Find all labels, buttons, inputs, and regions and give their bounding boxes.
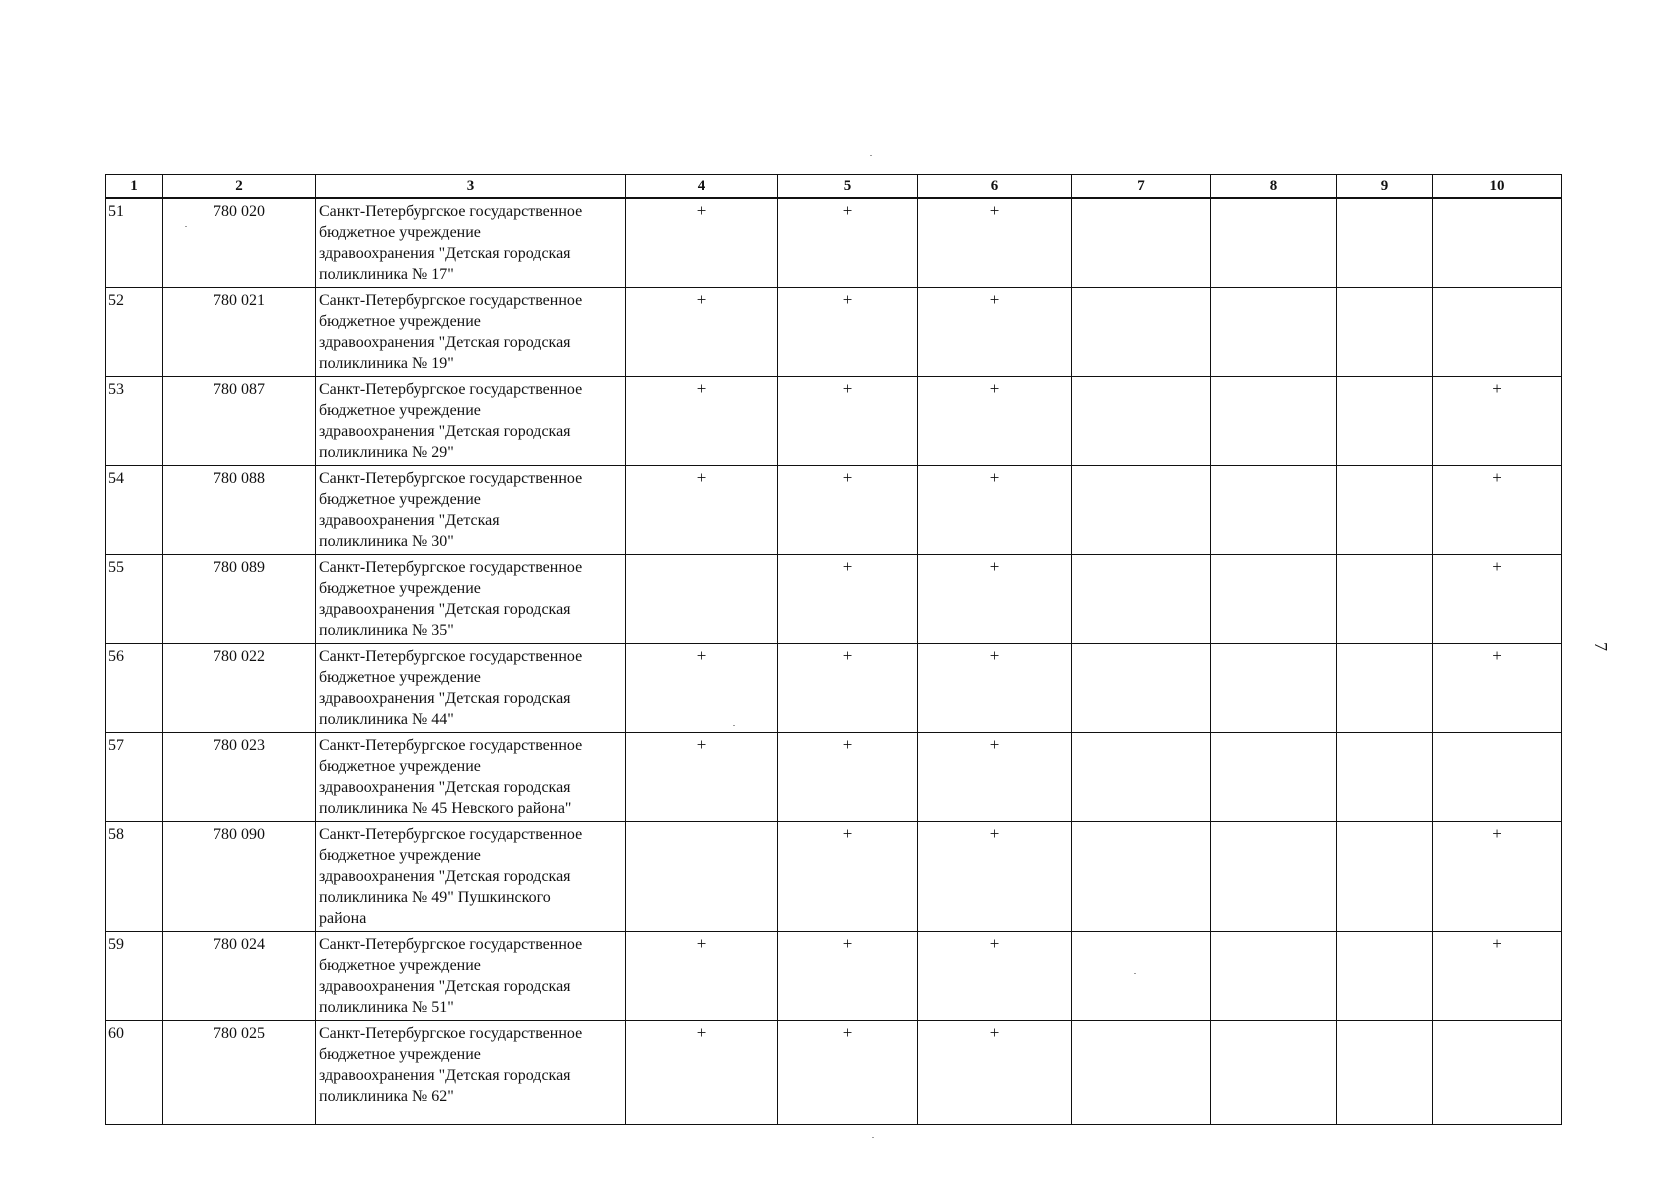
row-number: 60: [106, 1021, 163, 1125]
table-row: [106, 822, 1562, 932]
mark-col-10: +: [1433, 555, 1562, 644]
column-header: 5: [778, 175, 918, 199]
mark-col-4: +: [626, 288, 778, 377]
registry-table: [105, 174, 1562, 1125]
institution-name: Санкт-Петербургское государственное бюджетное учреждение здравоохранения "Детская городская поликлиника № 35": [316, 555, 626, 644]
institution-code: 780 021: [163, 288, 316, 377]
mark-col-5: +: [778, 1021, 918, 1125]
scan-speck: [1134, 973, 1136, 974]
mark-col-4: +: [626, 932, 778, 1021]
mark-col-9: [1337, 932, 1433, 1021]
mark-col-10: [1433, 288, 1562, 377]
institution-name: Санкт-Петербургское государственное бюджетное учреждение здравоохранения "Детская городская поликлиника № 45 Невского района": [316, 733, 626, 822]
scan-speck: [185, 226, 187, 227]
mark-col-6: +: [918, 822, 1072, 932]
mark-col-4: +: [626, 644, 778, 733]
institution-name: Санкт-Петербургское государственное бюджетное учреждение здравоохранения "Детская городская поликлиника № 19": [316, 288, 626, 377]
row-number: 58: [106, 822, 163, 932]
institution-code: 780 024: [163, 932, 316, 1021]
mark-col-4: [626, 555, 778, 644]
mark-col-7: [1072, 822, 1211, 932]
mark-col-6: +: [918, 733, 1072, 822]
mark-col-5: +: [778, 733, 918, 822]
mark-col-8: [1211, 932, 1337, 1021]
mark-col-9: [1337, 555, 1433, 644]
mark-col-6: +: [918, 1021, 1072, 1125]
page-number: 7: [1591, 642, 1611, 651]
mark-col-4: +: [626, 377, 778, 466]
institution-code: 780 089: [163, 555, 316, 644]
row-number: 52: [106, 288, 163, 377]
mark-col-9: [1337, 198, 1433, 288]
column-header: 8: [1211, 175, 1337, 199]
mark-col-7: [1072, 644, 1211, 733]
table-row: [106, 377, 1562, 466]
mark-col-6: +: [918, 932, 1072, 1021]
mark-col-4: +: [626, 1021, 778, 1125]
mark-col-5: +: [778, 466, 918, 555]
mark-col-5: +: [778, 932, 918, 1021]
mark-col-8: [1211, 288, 1337, 377]
mark-col-5: +: [778, 288, 918, 377]
mark-col-4: +: [626, 733, 778, 822]
mark-col-6: +: [918, 644, 1072, 733]
row-number: 53: [106, 377, 163, 466]
institution-code: 780 087: [163, 377, 316, 466]
institution-name: Санкт-Петербургское государственное бюджетное учреждение здравоохранения "Детская городская поликлиника № 62": [316, 1021, 626, 1125]
mark-col-6: +: [918, 377, 1072, 466]
mark-col-4: [626, 822, 778, 932]
mark-col-6: +: [918, 555, 1072, 644]
mark-col-6: +: [918, 198, 1072, 288]
mark-col-9: [1337, 377, 1433, 466]
mark-col-8: [1211, 644, 1337, 733]
mark-col-9: [1337, 733, 1433, 822]
mark-col-4: +: [626, 466, 778, 555]
row-number: 55: [106, 555, 163, 644]
row-number: 56: [106, 644, 163, 733]
institution-name: Санкт-Петербургское государственное бюджетное учреждение здравоохранения "Детская городская поликлиника № 51": [316, 932, 626, 1021]
institution-name: Санкт-Петербургское государственное бюджетное учреждение здравоохранения "Детская городская поликлиника № 17": [316, 198, 626, 288]
mark-col-10: [1433, 1021, 1562, 1125]
scan-speck: [872, 1137, 874, 1138]
mark-col-9: [1337, 822, 1433, 932]
header-row: [106, 175, 1562, 199]
mark-col-10: +: [1433, 377, 1562, 466]
institution-code: 780 020: [163, 198, 316, 288]
mark-col-7: [1072, 932, 1211, 1021]
mark-col-8: [1211, 733, 1337, 822]
institution-code: 780 025: [163, 1021, 316, 1125]
mark-col-7: [1072, 466, 1211, 555]
column-header: 6: [918, 175, 1072, 199]
mark-col-5: +: [778, 198, 918, 288]
table-row: [106, 288, 1562, 377]
mark-col-5: +: [778, 644, 918, 733]
mark-col-5: +: [778, 555, 918, 644]
row-number: 59: [106, 932, 163, 1021]
mark-col-10: +: [1433, 644, 1562, 733]
institution-name: Санкт-Петербургское государственное бюджетное учреждение здравоохранения "Детская городская поликлиника № 29": [316, 377, 626, 466]
mark-col-9: [1337, 1021, 1433, 1125]
mark-col-10: [1433, 733, 1562, 822]
mark-col-6: +: [918, 466, 1072, 555]
institution-code: 780 090: [163, 822, 316, 932]
mark-col-10: +: [1433, 466, 1562, 555]
mark-col-9: [1337, 288, 1433, 377]
mark-col-7: [1072, 377, 1211, 466]
table-row: [106, 466, 1562, 555]
institution-name: Санкт-Петербургское государственное бюджетное учреждение здравоохранения "Детская поликлиника № 30": [316, 466, 626, 555]
table-row: [106, 555, 1562, 644]
mark-col-7: [1072, 733, 1211, 822]
mark-col-8: [1211, 377, 1337, 466]
row-number: 57: [106, 733, 163, 822]
mark-col-8: [1211, 1021, 1337, 1125]
column-header: 7: [1072, 175, 1211, 199]
mark-col-8: [1211, 822, 1337, 932]
mark-col-9: [1337, 466, 1433, 555]
row-number: 54: [106, 466, 163, 555]
row-number: 51: [106, 198, 163, 288]
mark-col-7: [1072, 198, 1211, 288]
mark-col-5: +: [778, 822, 918, 932]
column-header: 3: [316, 175, 626, 199]
scan-speck: [870, 155, 872, 156]
mark-col-6: +: [918, 288, 1072, 377]
table-row: [106, 1021, 1562, 1125]
mark-col-10: [1433, 198, 1562, 288]
column-header: 9: [1337, 175, 1433, 199]
institution-code: 780 022: [163, 644, 316, 733]
mark-col-9: [1337, 644, 1433, 733]
mark-col-10: +: [1433, 932, 1562, 1021]
institution-name: Санкт-Петербургское государственное бюджетное учреждение здравоохранения "Детская городская поликлиника № 49" Пушкинского района: [316, 822, 626, 932]
mark-col-7: [1072, 555, 1211, 644]
table-body: [106, 198, 1562, 1125]
table-row: [106, 733, 1562, 822]
mark-col-8: [1211, 555, 1337, 644]
mark-col-7: [1072, 1021, 1211, 1125]
institution-code: 780 088: [163, 466, 316, 555]
institution-name: Санкт-Петербургское государственное бюджетное учреждение здравоохранения "Детская городская поликлиника № 44": [316, 644, 626, 733]
institution-code: 780 023: [163, 733, 316, 822]
table-row: [106, 932, 1562, 1021]
column-header: 4: [626, 175, 778, 199]
mark-col-8: [1211, 198, 1337, 288]
column-header: 10: [1433, 175, 1562, 199]
table-row: [106, 644, 1562, 733]
mark-col-10: +: [1433, 822, 1562, 932]
mark-col-8: [1211, 466, 1337, 555]
mark-col-4: +: [626, 198, 778, 288]
mark-col-7: [1072, 288, 1211, 377]
scan-speck: [733, 725, 735, 726]
table-row: [106, 198, 1562, 288]
column-header: 2: [163, 175, 316, 199]
mark-col-5: +: [778, 377, 918, 466]
column-header: 1: [106, 175, 163, 199]
